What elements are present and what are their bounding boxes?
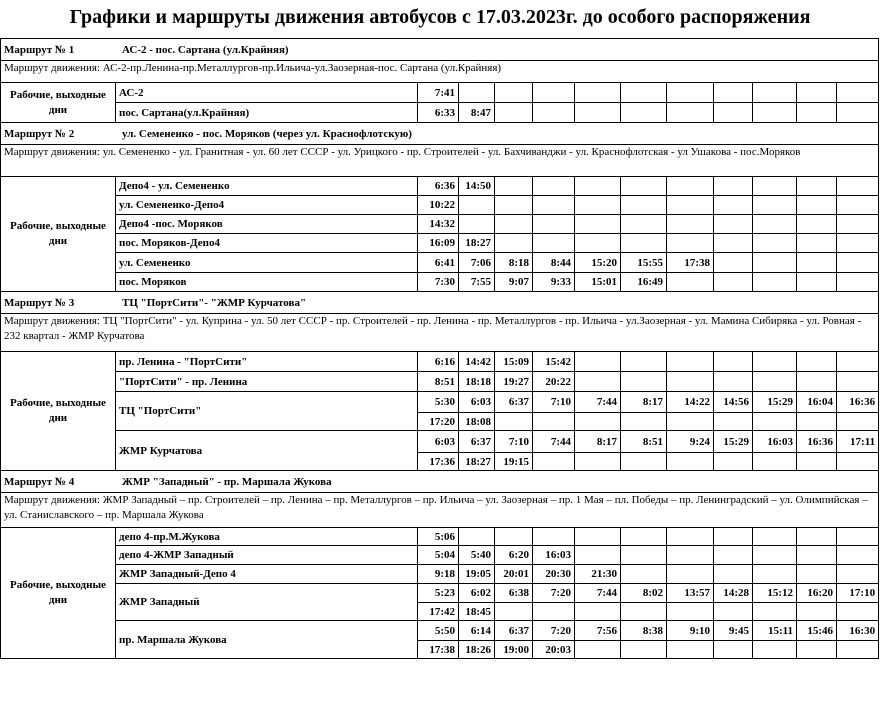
departure-time	[459, 83, 495, 103]
route4-stop-name: ЖМР Западный	[116, 584, 418, 621]
departure-time	[575, 453, 621, 471]
departure-time	[837, 253, 879, 273]
departure-time: 15:46	[797, 621, 837, 641]
departure-time: 6:38	[495, 584, 533, 603]
departure-time	[495, 215, 533, 234]
departure-time	[837, 177, 879, 196]
departure-time: 7:56	[575, 621, 621, 641]
departure-time: 5:06	[418, 528, 459, 546]
departure-time: 7:06	[459, 253, 495, 273]
route3-stop-name: пр. Ленина - "ПортСити"	[116, 352, 418, 372]
departure-time	[667, 641, 714, 659]
route2-stop-row	[1, 273, 879, 292]
route2-stop-row	[1, 215, 879, 234]
departure-time: 17:20	[418, 413, 459, 431]
route2-stop-name: пос. Моряков-Депо4	[116, 234, 418, 253]
route3-number: Маршрут № 3	[4, 296, 75, 309]
route4-header-row	[1, 471, 879, 493]
route4-days: Рабочие, выходные дни	[1, 528, 116, 659]
departure-time	[797, 603, 837, 621]
route2-stop-name: ул. Семененко-Депо4	[116, 196, 418, 215]
departure-time: 20:01	[495, 565, 533, 584]
departure-time	[714, 234, 753, 253]
departure-time	[753, 273, 797, 292]
departure-time	[621, 372, 667, 392]
departure-time: 16:03	[753, 431, 797, 453]
route2-stop-row	[1, 234, 879, 253]
departure-time: 6:37	[495, 621, 533, 641]
departure-time	[837, 352, 879, 372]
departure-time: 14:32	[418, 215, 459, 234]
departure-time: 5:50	[418, 621, 459, 641]
departure-time: 9:07	[495, 273, 533, 292]
route4-stop-row	[1, 565, 879, 584]
route4-stop-name: ЖМР Западный-Депо 4	[116, 565, 418, 584]
departure-time	[714, 528, 753, 546]
route4-stop-row	[1, 621, 879, 641]
departure-time	[837, 234, 879, 253]
departure-time	[753, 215, 797, 234]
departure-time: 21:30	[575, 565, 621, 584]
route3-header-row	[1, 292, 879, 314]
departure-time	[837, 528, 879, 546]
departure-time: 20:30	[533, 565, 575, 584]
departure-time	[667, 234, 714, 253]
route4-stop-name: депо 4-ЖМР Западный	[116, 546, 418, 565]
departure-time: 8:17	[621, 392, 667, 413]
departure-time	[575, 641, 621, 659]
departure-time	[753, 196, 797, 215]
departure-time	[837, 196, 879, 215]
departure-time	[533, 453, 575, 471]
route2-header-row	[1, 123, 879, 145]
departure-time	[667, 528, 714, 546]
departure-time	[837, 273, 879, 292]
departure-time	[621, 546, 667, 565]
departure-time	[714, 83, 753, 103]
departure-time	[495, 83, 533, 103]
route3-header	[1, 292, 879, 314]
route1-days: Рабочие, выходные дни	[1, 83, 116, 123]
departure-time	[837, 603, 879, 621]
departure-time	[667, 196, 714, 215]
departure-time: 7:41	[418, 83, 459, 103]
departure-time: 18:08	[459, 413, 495, 431]
route3-stop-name: ЖМР Курчатова	[116, 431, 418, 471]
departure-time	[753, 177, 797, 196]
departure-time	[459, 196, 495, 215]
departure-time: 15:42	[533, 352, 575, 372]
departure-time	[667, 215, 714, 234]
departure-time	[621, 103, 667, 123]
departure-time	[837, 413, 879, 431]
route2-stop-name: Депо4 - ул. Семененко	[116, 177, 418, 196]
departure-time: 8:44	[533, 253, 575, 273]
departure-time: 16:04	[797, 392, 837, 413]
departure-time	[667, 103, 714, 123]
departure-time	[667, 352, 714, 372]
route4-stop-name: пр. Маршала Жукова	[116, 621, 418, 659]
departure-time: 6:33	[418, 103, 459, 123]
route3-stop-row	[1, 431, 879, 453]
route1-path: Маршрут движения: АС-2-пр.Ленина-пр.Металлургов-пр.Ильича-ул.Заозерная-пос. Сартана (ул.Крайняя)	[1, 61, 879, 83]
departure-time	[753, 565, 797, 584]
route3-stop-name: ТЦ "ПортСити"	[116, 392, 418, 431]
departure-time	[714, 103, 753, 123]
departure-time: 5:30	[418, 392, 459, 413]
departure-time: 6:20	[495, 546, 533, 565]
departure-time	[621, 177, 667, 196]
departure-time: 6:03	[418, 431, 459, 453]
departure-time: 9:24	[667, 431, 714, 453]
departure-time: 15:55	[621, 253, 667, 273]
route3-stop-row	[1, 392, 879, 413]
departure-time	[714, 253, 753, 273]
departure-time	[837, 641, 879, 659]
departure-time: 6:02	[459, 584, 495, 603]
departure-time: 15:12	[753, 584, 797, 603]
departure-time	[667, 273, 714, 292]
route1-path-row	[1, 61, 879, 83]
departure-time	[621, 453, 667, 471]
departure-time: 9:10	[667, 621, 714, 641]
departure-time	[621, 528, 667, 546]
departure-time: 7:44	[575, 392, 621, 413]
departure-time: 6:03	[459, 392, 495, 413]
departure-time: 8:17	[575, 431, 621, 453]
departure-time: 17:36	[418, 453, 459, 471]
departure-time: 7:10	[533, 392, 575, 413]
departure-time: 18:45	[459, 603, 495, 621]
departure-time	[837, 83, 879, 103]
departure-time	[533, 83, 575, 103]
departure-time: 6:36	[418, 177, 459, 196]
departure-time: 15:29	[753, 392, 797, 413]
route2-stop-row	[1, 196, 879, 215]
departure-time	[753, 528, 797, 546]
route1-number: Маршрут № 1	[4, 43, 75, 56]
route4-path: Маршрут движения: ЖМР Западный – пр. Строителей – пр. Ленина – пр. Металлургов – пр. Ильича – ул. Заозерная – пр. 1 Мая – пл. Победы – пр. Ленинградский – ул. Олимпийская – ул. Станиславского – пр. Маршала Жукова	[1, 493, 879, 528]
departure-time	[797, 546, 837, 565]
route3-path-row	[1, 314, 879, 352]
departure-time: 7:44	[533, 431, 575, 453]
departure-time: 7:30	[418, 273, 459, 292]
departure-time	[753, 253, 797, 273]
route1-stop-name: АС-2	[116, 83, 418, 103]
departure-time	[714, 352, 753, 372]
departure-time	[533, 215, 575, 234]
departure-time: 19:00	[495, 641, 533, 659]
departure-time: 18:27	[459, 234, 495, 253]
route4-stop-name: депо 4-пр.М.Жукова	[116, 528, 418, 546]
departure-time	[533, 413, 575, 431]
departure-time	[714, 565, 753, 584]
departure-time	[621, 83, 667, 103]
departure-time: 9:45	[714, 621, 753, 641]
departure-time	[714, 641, 753, 659]
route2-path-row	[1, 145, 879, 177]
departure-time	[797, 177, 837, 196]
departure-time	[495, 196, 533, 215]
departure-time: 8:02	[621, 584, 667, 603]
departure-time: 17:38	[418, 641, 459, 659]
departure-time: 19:05	[459, 565, 495, 584]
departure-time: 18:18	[459, 372, 495, 392]
departure-time	[533, 528, 575, 546]
route1-header-row	[1, 39, 879, 61]
departure-time	[621, 352, 667, 372]
departure-time	[667, 453, 714, 471]
route2-header	[1, 123, 879, 145]
departure-time: 20:03	[533, 641, 575, 659]
departure-time	[753, 103, 797, 123]
departure-time	[667, 603, 714, 621]
route2-stop-row	[1, 177, 879, 196]
departure-time	[621, 641, 667, 659]
departure-time	[797, 372, 837, 392]
departure-time	[797, 215, 837, 234]
departure-time	[837, 215, 879, 234]
departure-time	[621, 196, 667, 215]
route2-number: Маршрут № 2	[4, 127, 75, 140]
departure-time	[753, 352, 797, 372]
departure-time	[621, 215, 667, 234]
route1-name: АС-2 - пос. Сартана (ул.Крайняя)	[122, 43, 289, 56]
route3-stop-row	[1, 352, 879, 372]
route2-name: ул. Семененко - пос. Моряков (через ул. Краснофлотскую)	[122, 127, 412, 140]
departure-time	[533, 603, 575, 621]
departure-time	[667, 565, 714, 584]
departure-time	[714, 215, 753, 234]
departure-time	[667, 546, 714, 565]
departure-time	[837, 546, 879, 565]
departure-time	[459, 528, 495, 546]
departure-time	[621, 413, 667, 431]
route2-stop-name: Депо4 -пос. Моряков	[116, 215, 418, 234]
departure-time	[753, 372, 797, 392]
departure-time: 19:15	[495, 453, 533, 471]
departure-time	[837, 453, 879, 471]
departure-time: 6:41	[418, 253, 459, 273]
departure-time	[753, 603, 797, 621]
departure-time	[495, 603, 533, 621]
route4-number: Маршрут № 4	[4, 475, 75, 488]
departure-time	[753, 546, 797, 565]
departure-time	[575, 603, 621, 621]
departure-time	[797, 453, 837, 471]
departure-time	[753, 234, 797, 253]
departure-time	[575, 196, 621, 215]
departure-time: 8:18	[495, 253, 533, 273]
departure-time: 15:11	[753, 621, 797, 641]
departure-time: 14:42	[459, 352, 495, 372]
departure-time	[533, 196, 575, 215]
departure-time: 17:42	[418, 603, 459, 621]
departure-time	[837, 565, 879, 584]
route4-header	[1, 471, 879, 493]
departure-time	[495, 177, 533, 196]
departure-time	[837, 372, 879, 392]
departure-time	[797, 103, 837, 123]
schedule-table	[0, 38, 879, 659]
departure-time	[495, 103, 533, 123]
departure-time: 17:38	[667, 253, 714, 273]
departure-time	[753, 83, 797, 103]
departure-time	[575, 372, 621, 392]
departure-time: 16:09	[418, 234, 459, 253]
departure-time	[495, 234, 533, 253]
departure-time	[714, 372, 753, 392]
departure-time	[797, 413, 837, 431]
departure-time: 6:37	[495, 392, 533, 413]
departure-time	[533, 177, 575, 196]
departure-time: 16:49	[621, 273, 667, 292]
departure-time	[714, 196, 753, 215]
departure-time	[667, 83, 714, 103]
departure-time: 16:20	[797, 584, 837, 603]
departure-time	[575, 83, 621, 103]
departure-time	[621, 603, 667, 621]
departure-time: 14:56	[714, 392, 753, 413]
departure-time: 8:38	[621, 621, 667, 641]
departure-time	[575, 546, 621, 565]
route3-name: ТЦ "ПортСити"- "ЖМР Курчатова"	[122, 296, 307, 309]
departure-time	[533, 103, 575, 123]
departure-time	[575, 528, 621, 546]
departure-time	[753, 641, 797, 659]
departure-time	[575, 177, 621, 196]
departure-time	[575, 234, 621, 253]
departure-time	[797, 234, 837, 253]
departure-time	[714, 546, 753, 565]
route3-stop-name: "ПортСити" - пр. Ленина	[116, 372, 418, 392]
departure-time: 5:40	[459, 546, 495, 565]
departure-time	[495, 528, 533, 546]
departure-time: 13:57	[667, 584, 714, 603]
departure-time: 16:30	[837, 621, 879, 641]
route1-header	[1, 39, 879, 61]
departure-time	[621, 565, 667, 584]
departure-time	[575, 413, 621, 431]
route4-name: ЖМР "Западный" - пр. Маршала Жукова	[122, 475, 332, 488]
page-title: Графики и маршруты движения автобусов с 17.03.2023г. до особого распоряжения	[69, 6, 811, 28]
departure-time	[667, 372, 714, 392]
departure-time	[797, 253, 837, 273]
departure-time: 15:29	[714, 431, 753, 453]
departure-time: 6:14	[459, 621, 495, 641]
departure-time: 17:11	[837, 431, 879, 453]
departure-time	[533, 234, 575, 253]
departure-time	[575, 215, 621, 234]
departure-time: 9:18	[418, 565, 459, 584]
departure-time	[667, 413, 714, 431]
departure-time: 14:22	[667, 392, 714, 413]
departure-time	[667, 177, 714, 196]
departure-time	[797, 83, 837, 103]
departure-time	[714, 453, 753, 471]
route2-path: Маршрут движения: ул. Семененко - ул. Гранитная - ул. 60 лет СССР - ул. Урицкого - пр. Строителей - ул. Бахчиванджи - ул. Краснофлотская - ул Ушакова - пос.Моряков	[1, 145, 879, 177]
departure-time: 7:20	[533, 621, 575, 641]
route1-stop-row	[1, 83, 879, 103]
departure-time: 14:50	[459, 177, 495, 196]
departure-time: 7:10	[495, 431, 533, 453]
departure-time	[753, 453, 797, 471]
route2-stop-name: пос. Моряков	[116, 273, 418, 292]
departure-time: 6:16	[418, 352, 459, 372]
departure-time: 8:51	[418, 372, 459, 392]
departure-time: 18:26	[459, 641, 495, 659]
departure-time: 5:04	[418, 546, 459, 565]
departure-time: 9:33	[533, 273, 575, 292]
departure-time: 15:20	[575, 253, 621, 273]
route3-path: Маршрут движения: ТЦ "ПортСити" - ул. Куприна - ул. 50 лет СССР - пр. Строителей - пр. Ленина - пр. Металлургов - пр. Ильича - ул.Заозерная - ул. Мамина Сибиряка - ул. Ровная - 232 квартал - ЖМР Курчатова	[1, 314, 879, 352]
route3-days: Рабочие, выходные дни	[1, 352, 116, 471]
departure-time: 17:10	[837, 584, 879, 603]
departure-time: 15:09	[495, 352, 533, 372]
departure-time: 16:36	[797, 431, 837, 453]
departure-time	[797, 565, 837, 584]
departure-time	[714, 273, 753, 292]
departure-time: 8:47	[459, 103, 495, 123]
departure-time: 15:01	[575, 273, 621, 292]
departure-time: 8:51	[621, 431, 667, 453]
departure-time	[575, 103, 621, 123]
departure-time: 10:22	[418, 196, 459, 215]
departure-time: 16:36	[837, 392, 879, 413]
departure-time	[837, 103, 879, 123]
departure-time	[459, 215, 495, 234]
departure-time	[797, 196, 837, 215]
route4-stop-row	[1, 584, 879, 603]
departure-time	[797, 528, 837, 546]
departure-time	[753, 413, 797, 431]
departure-time	[714, 177, 753, 196]
departure-time	[495, 413, 533, 431]
route2-stop-name: ул. Семененко	[116, 253, 418, 273]
route1-stop-name: пос. Сартана(ул.Крайняя)	[116, 103, 418, 123]
route4-stop-row	[1, 546, 879, 565]
departure-time	[797, 352, 837, 372]
route3-stop-row	[1, 372, 879, 392]
departure-time: 20:22	[533, 372, 575, 392]
departure-time: 7:20	[533, 584, 575, 603]
departure-time	[575, 352, 621, 372]
departure-time: 7:44	[575, 584, 621, 603]
departure-time: 7:55	[459, 273, 495, 292]
departure-time: 5:23	[418, 584, 459, 603]
departure-time	[797, 273, 837, 292]
departure-time: 19:27	[495, 372, 533, 392]
departure-time	[621, 234, 667, 253]
departure-time	[797, 641, 837, 659]
route1-stop-row	[1, 103, 879, 123]
departure-time	[714, 413, 753, 431]
departure-time: 6:37	[459, 431, 495, 453]
route2-stop-row	[1, 253, 879, 273]
departure-time: 14:28	[714, 584, 753, 603]
route4-stop-row	[1, 528, 879, 546]
departure-time: 18:27	[459, 453, 495, 471]
route2-days: Рабочие, выходные дни	[1, 177, 116, 292]
route4-path-row	[1, 493, 879, 528]
departure-time	[714, 603, 753, 621]
departure-time: 16:03	[533, 546, 575, 565]
